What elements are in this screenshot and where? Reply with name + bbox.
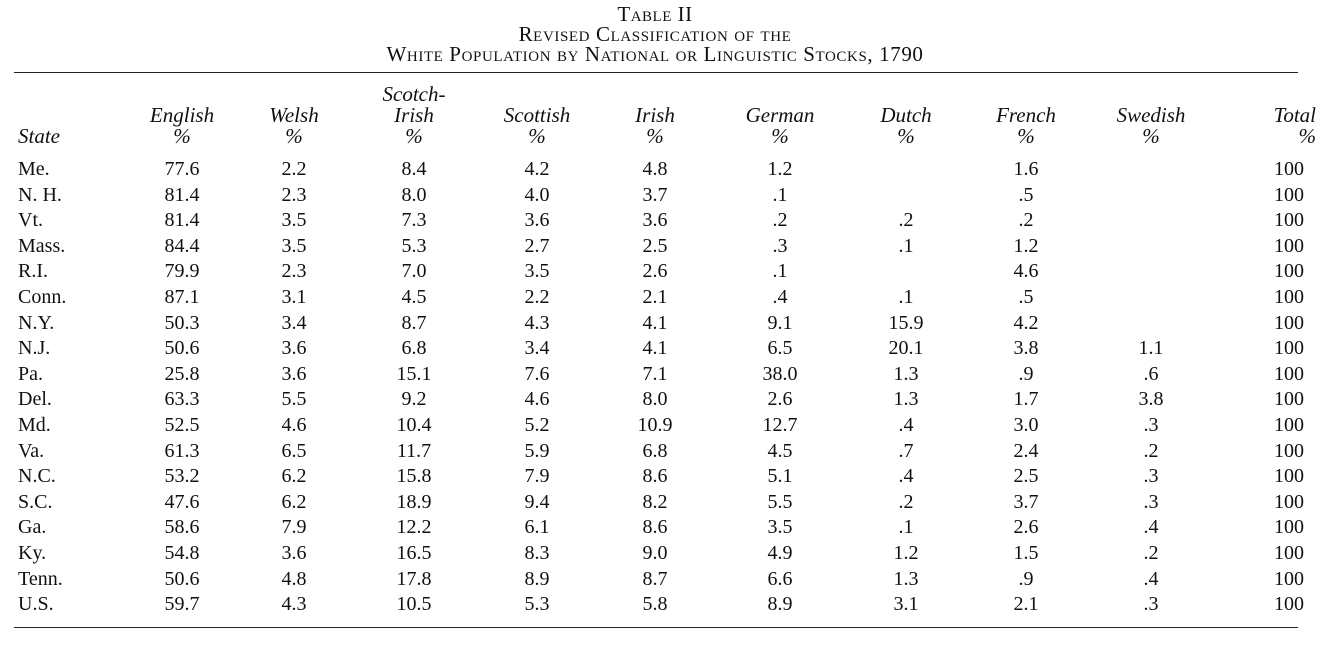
column-header-scottish — [478, 84, 596, 157]
swedish-percent-cell — [1086, 157, 1216, 183]
french-percent-cell: 2.5 — [1013, 465, 1039, 488]
swedish-percent-cell: .3 — [1143, 593, 1159, 616]
total-percent-cell: 100 — [1274, 260, 1304, 283]
column-header-line: % — [1298, 124, 1316, 148]
table-row — [14, 387, 1318, 413]
scottish-percent-cell: 7.9 — [524, 465, 550, 488]
english-percent-cell: 50.6 — [164, 567, 200, 590]
french-percent-cell: 1.5 — [1013, 541, 1039, 564]
total-percent-cell: 100 — [1274, 516, 1304, 539]
welsh-percent-cell: 3.1 — [281, 285, 307, 308]
french-percent-cell: 3.7 — [1013, 490, 1039, 513]
table-title-line-1: Revised Classification of the — [518, 22, 792, 46]
scottish-percent-cell: 2.7 — [524, 234, 550, 257]
swedish-percent-cell: .2 — [1143, 439, 1159, 462]
french-percent-cell: .9 — [1018, 567, 1034, 590]
dutch-percent-cell: 15.9 — [888, 311, 924, 334]
english-percent-cell: 79.9 — [164, 260, 200, 283]
irish-percent-cell: 8.2 — [642, 490, 668, 513]
bottom-rule — [14, 627, 1298, 628]
state-name-cell: Ky. — [18, 541, 47, 564]
column-header-line: % — [285, 124, 303, 148]
welsh-percent-cell: 6.2 — [281, 465, 307, 488]
english-percent-cell: 81.4 — [164, 209, 200, 232]
table-row — [14, 439, 1318, 465]
dutch-percent-cell: .4 — [898, 413, 914, 436]
table-row — [14, 362, 1318, 388]
scotch-irish-percent-cell: 7.0 — [401, 260, 427, 283]
swedish-percent-cell — [1086, 234, 1216, 260]
table-row — [14, 336, 1318, 362]
english-percent-cell: 54.8 — [164, 541, 200, 564]
welsh-percent-cell: 3.4 — [281, 311, 307, 334]
english-percent-cell: 81.4 — [164, 183, 200, 206]
welsh-percent-cell: 2.2 — [281, 158, 307, 180]
french-percent-cell: 4.6 — [1013, 260, 1039, 283]
state-name-cell: Va. — [18, 439, 45, 462]
column-header-line: Irish — [635, 103, 675, 127]
table-row — [14, 541, 1318, 567]
table-row — [14, 490, 1318, 516]
total-percent-cell: 100 — [1274, 439, 1304, 462]
state-name-cell: Md. — [18, 413, 51, 436]
total-percent-cell: 100 — [1274, 490, 1304, 513]
total-percent-cell: 100 — [1274, 541, 1304, 564]
irish-percent-cell: 4.1 — [642, 337, 668, 360]
french-percent-cell: 1.7 — [1013, 388, 1039, 411]
french-percent-cell: 4.2 — [1013, 311, 1039, 334]
column-header-line: % — [1142, 124, 1160, 148]
welsh-percent-cell: 4.6 — [281, 413, 307, 436]
french-percent-cell: 2.6 — [1013, 516, 1039, 539]
table-row — [14, 464, 1318, 490]
state-name-cell: Me. — [18, 158, 50, 180]
english-percent-cell: 61.3 — [164, 439, 200, 462]
swedish-percent-cell: .3 — [1143, 465, 1159, 488]
scotch-irish-percent-cell: 7.3 — [401, 209, 427, 232]
swedish-percent-cell: 1.1 — [1138, 337, 1164, 360]
top-rule — [14, 72, 1298, 73]
table-row — [14, 234, 1318, 260]
column-header-line: French — [996, 103, 1056, 127]
irish-percent-cell: 2.5 — [642, 234, 668, 257]
french-percent-cell: 1.6 — [1013, 158, 1039, 180]
french-percent-cell: .5 — [1018, 285, 1034, 308]
scottish-percent-cell: 5.9 — [524, 439, 550, 462]
english-percent-cell: 58.6 — [164, 516, 200, 539]
swedish-percent-cell: .3 — [1143, 413, 1159, 436]
dutch-percent-cell: 1.3 — [893, 567, 919, 590]
scotch-irish-percent-cell: 17.8 — [396, 567, 432, 590]
table-row — [14, 208, 1318, 234]
column-header-line: % — [771, 124, 789, 148]
column-header-line: % — [528, 124, 546, 148]
state-name-cell: U.S. — [18, 593, 54, 616]
scotch-irish-percent-cell: 8.4 — [401, 158, 427, 180]
swedish-percent-cell: .4 — [1143, 567, 1159, 590]
irish-percent-cell: 9.0 — [642, 541, 668, 564]
german-percent-cell: 4.5 — [767, 439, 793, 462]
welsh-percent-cell: 4.3 — [281, 593, 307, 616]
german-percent-cell: 38.0 — [762, 362, 798, 385]
scottish-percent-cell: 2.2 — [524, 285, 550, 308]
irish-percent-cell: 7.1 — [642, 362, 668, 385]
welsh-percent-cell: 3.6 — [281, 362, 307, 385]
state-name-cell: S.C. — [18, 490, 53, 513]
scottish-percent-cell: 4.3 — [524, 311, 550, 334]
swedish-percent-cell — [1086, 285, 1216, 311]
german-percent-cell: .1 — [772, 183, 788, 206]
scottish-percent-cell: 5.2 — [524, 413, 550, 436]
column-header-english — [126, 84, 238, 157]
header-row — [14, 84, 1318, 157]
column-header-line: Scotch- — [382, 82, 446, 106]
table-row — [14, 285, 1318, 311]
english-percent-cell: 50.6 — [164, 337, 200, 360]
french-percent-cell: 2.1 — [1013, 593, 1039, 616]
total-percent-cell: 100 — [1274, 465, 1304, 488]
column-header-swedish — [1086, 84, 1216, 157]
state-name-cell: Ga. — [18, 516, 47, 539]
dutch-percent-cell: .1 — [898, 516, 914, 539]
welsh-percent-cell: 2.3 — [281, 260, 307, 283]
dutch-percent-cell: 20.1 — [888, 337, 924, 360]
total-percent-cell: 100 — [1274, 158, 1304, 180]
table-row — [14, 567, 1318, 593]
column-header-line: Dutch — [880, 103, 932, 127]
scottish-percent-cell: 4.2 — [524, 158, 550, 180]
swedish-percent-cell: .2 — [1143, 541, 1159, 564]
german-percent-cell: 9.1 — [767, 311, 793, 334]
column-header-line: % — [173, 124, 191, 148]
german-percent-cell: 8.9 — [767, 593, 793, 616]
scottish-percent-cell: 6.1 — [524, 516, 550, 539]
irish-percent-cell: 4.8 — [642, 158, 668, 180]
column-header-line: English — [149, 103, 215, 127]
french-percent-cell: .9 — [1018, 362, 1034, 385]
scottish-percent-cell: 3.5 — [524, 260, 550, 283]
english-percent-cell: 77.6 — [164, 158, 200, 180]
german-percent-cell: .2 — [772, 209, 788, 232]
scottish-percent-cell: 9.4 — [524, 490, 550, 513]
swedish-percent-cell: .3 — [1143, 490, 1159, 513]
state-name-cell: Vt. — [18, 209, 43, 232]
french-percent-cell: .5 — [1018, 183, 1034, 206]
german-percent-cell: 5.5 — [767, 490, 793, 513]
german-percent-cell: .3 — [772, 234, 788, 257]
welsh-percent-cell: 6.5 — [281, 439, 307, 462]
state-name-cell: N.J. — [18, 337, 51, 360]
irish-percent-cell: 8.6 — [642, 465, 668, 488]
table-row — [14, 259, 1318, 285]
column-header-line: German — [745, 103, 815, 127]
dutch-percent-cell: 1.2 — [893, 541, 919, 564]
state-name-cell: Conn. — [18, 285, 67, 308]
column-header-state — [14, 84, 126, 157]
table-title-line-2: White Population by National or Linguistic Stocks, 1790 — [386, 42, 924, 66]
column-header-line: % — [897, 124, 915, 148]
dutch-percent-cell: 1.3 — [893, 388, 919, 411]
column-header-french — [966, 84, 1086, 157]
english-percent-cell: 63.3 — [164, 388, 200, 411]
state-name-cell: N.C. — [18, 465, 56, 488]
irish-percent-cell: 3.7 — [642, 183, 668, 206]
state-name-cell: Pa. — [18, 362, 43, 385]
welsh-percent-cell: 3.6 — [281, 337, 307, 360]
german-percent-cell: 4.9 — [767, 541, 793, 564]
scotch-irish-percent-cell: 4.5 — [401, 285, 427, 308]
english-percent-cell: 87.1 — [164, 285, 200, 308]
column-header-line: % — [405, 124, 423, 148]
scottish-percent-cell: 5.3 — [524, 593, 550, 616]
german-percent-cell: 6.6 — [767, 567, 793, 590]
total-percent-cell: 100 — [1274, 362, 1304, 385]
german-percent-cell: 12.7 — [762, 413, 798, 436]
swedish-percent-cell — [1086, 259, 1216, 285]
state-name-cell: Del. — [18, 388, 52, 411]
irish-percent-cell: 8.7 — [642, 567, 668, 590]
dutch-percent-cell — [846, 157, 966, 183]
scottish-percent-cell: 3.4 — [524, 337, 550, 360]
irish-percent-cell: 5.8 — [642, 593, 668, 616]
total-percent-cell: 100 — [1274, 311, 1304, 334]
table-caption — [0, 4, 1310, 64]
swedish-percent-cell — [1086, 183, 1216, 209]
dutch-percent-cell: .1 — [898, 234, 914, 257]
state-name-cell: Mass. — [18, 234, 66, 257]
english-percent-cell: 52.5 — [164, 413, 200, 436]
column-header-scotch-irish — [350, 84, 478, 157]
scotch-irish-percent-cell: 16.5 — [396, 541, 432, 564]
scotch-irish-percent-cell: 10.4 — [396, 413, 432, 436]
column-header-line: % — [1017, 124, 1035, 148]
english-percent-cell: 25.8 — [164, 362, 200, 385]
scotch-irish-percent-cell: 15.1 — [396, 362, 432, 385]
state-name-cell: N. H. — [18, 183, 62, 206]
total-percent-cell: 100 — [1274, 337, 1304, 360]
dutch-percent-cell: .7 — [898, 439, 914, 462]
swedish-percent-cell: .4 — [1143, 516, 1159, 539]
english-percent-cell: 47.6 — [164, 490, 200, 513]
dutch-percent-cell: .1 — [898, 285, 914, 308]
column-header-line: % — [646, 124, 664, 148]
irish-percent-cell: 2.1 — [642, 285, 668, 308]
scotch-irish-percent-cell: 6.8 — [401, 337, 427, 360]
scotch-irish-percent-cell: 18.9 — [396, 490, 432, 513]
german-percent-cell: .1 — [772, 260, 788, 283]
total-percent-cell: 100 — [1274, 413, 1304, 436]
welsh-percent-cell: 5.5 — [281, 388, 307, 411]
column-header-total — [1216, 84, 1318, 157]
scottish-percent-cell: 3.6 — [524, 209, 550, 232]
column-header-line: Irish — [394, 103, 434, 127]
table-row — [14, 515, 1318, 541]
english-percent-cell: 59.7 — [164, 593, 200, 616]
total-percent-cell: 100 — [1274, 388, 1304, 411]
german-percent-cell: 1.2 — [767, 158, 793, 180]
german-percent-cell: .4 — [772, 285, 788, 308]
column-header-line: Swedish — [1116, 103, 1186, 127]
welsh-percent-cell: 4.8 — [281, 567, 307, 590]
table-row — [14, 592, 1318, 618]
dutch-percent-cell: .4 — [898, 465, 914, 488]
irish-percent-cell: 4.1 — [642, 311, 668, 334]
total-percent-cell: 100 — [1274, 285, 1304, 308]
scotch-irish-percent-cell: 5.3 — [401, 234, 427, 257]
irish-percent-cell: 10.9 — [637, 413, 673, 436]
french-percent-cell: 1.2 — [1013, 234, 1039, 257]
french-percent-cell: 3.8 — [1013, 337, 1039, 360]
scottish-percent-cell: 8.3 — [524, 541, 550, 564]
irish-percent-cell: 6.8 — [642, 439, 668, 462]
total-percent-cell: 100 — [1274, 234, 1304, 257]
german-percent-cell: 3.5 — [767, 516, 793, 539]
irish-percent-cell: 3.6 — [642, 209, 668, 232]
english-percent-cell: 53.2 — [164, 465, 200, 488]
state-name-cell: Tenn. — [18, 567, 63, 590]
table-row — [14, 413, 1318, 439]
german-percent-cell: 2.6 — [767, 388, 793, 411]
dutch-percent-cell: 3.1 — [893, 593, 919, 616]
column-header-irish — [596, 84, 714, 157]
swedish-percent-cell: 3.8 — [1138, 388, 1164, 411]
dutch-percent-cell — [846, 183, 966, 209]
welsh-percent-cell: 3.6 — [281, 541, 307, 564]
scotch-irish-percent-cell: 8.0 — [401, 183, 427, 206]
welsh-percent-cell: 7.9 — [281, 516, 307, 539]
french-percent-cell: 2.4 — [1013, 439, 1039, 462]
welsh-percent-cell: 2.3 — [281, 183, 307, 206]
table-row — [14, 157, 1318, 183]
german-percent-cell: 5.1 — [767, 465, 793, 488]
scotch-irish-percent-cell: 15.8 — [396, 465, 432, 488]
column-header-line: Scottish — [503, 103, 571, 127]
table-row — [14, 183, 1318, 209]
dutch-percent-cell: 1.3 — [893, 362, 919, 385]
scotch-irish-percent-cell: 12.2 — [396, 516, 432, 539]
column-header-german — [714, 84, 846, 157]
dutch-percent-cell: .2 — [898, 490, 914, 513]
total-percent-cell: 100 — [1274, 183, 1304, 206]
total-percent-cell: 100 — [1274, 209, 1304, 232]
scotch-irish-percent-cell: 8.7 — [401, 311, 427, 334]
column-header-line: Total — [1273, 103, 1316, 127]
column-header-line: State — [18, 124, 60, 148]
welsh-percent-cell: 3.5 — [281, 209, 307, 232]
swedish-percent-cell: .6 — [1143, 362, 1159, 385]
scottish-percent-cell: 4.0 — [524, 183, 550, 206]
french-percent-cell: 3.0 — [1013, 413, 1039, 436]
scotch-irish-percent-cell: 9.2 — [401, 388, 427, 411]
column-header-welsh — [238, 84, 350, 157]
german-percent-cell: 6.5 — [767, 337, 793, 360]
swedish-percent-cell — [1086, 208, 1216, 234]
population-stocks-table — [14, 84, 1318, 618]
english-percent-cell: 84.4 — [164, 234, 200, 257]
total-percent-cell: 100 — [1274, 593, 1304, 616]
welsh-percent-cell: 3.5 — [281, 234, 307, 257]
state-name-cell: R.I. — [18, 260, 48, 283]
scottish-percent-cell: 8.9 — [524, 567, 550, 590]
state-name-cell: N.Y. — [18, 311, 55, 334]
scottish-percent-cell: 4.6 — [524, 388, 550, 411]
column-header-dutch — [846, 84, 966, 157]
english-percent-cell: 50.3 — [164, 311, 200, 334]
table-row — [14, 311, 1318, 337]
irish-percent-cell: 2.6 — [642, 260, 668, 283]
table-number: Table II — [617, 2, 693, 26]
scottish-percent-cell: 7.6 — [524, 362, 550, 385]
welsh-percent-cell: 6.2 — [281, 490, 307, 513]
scotch-irish-percent-cell: 10.5 — [396, 593, 432, 616]
total-percent-cell: 100 — [1274, 567, 1304, 590]
dutch-percent-cell: .2 — [898, 209, 914, 232]
swedish-percent-cell — [1086, 311, 1216, 337]
irish-percent-cell: 8.6 — [642, 516, 668, 539]
column-header-line: Welsh — [269, 103, 319, 127]
french-percent-cell: .2 — [1018, 209, 1034, 232]
dutch-percent-cell — [846, 259, 966, 285]
scotch-irish-percent-cell: 11.7 — [396, 439, 432, 462]
irish-percent-cell: 8.0 — [642, 388, 668, 411]
table-body — [14, 157, 1318, 618]
